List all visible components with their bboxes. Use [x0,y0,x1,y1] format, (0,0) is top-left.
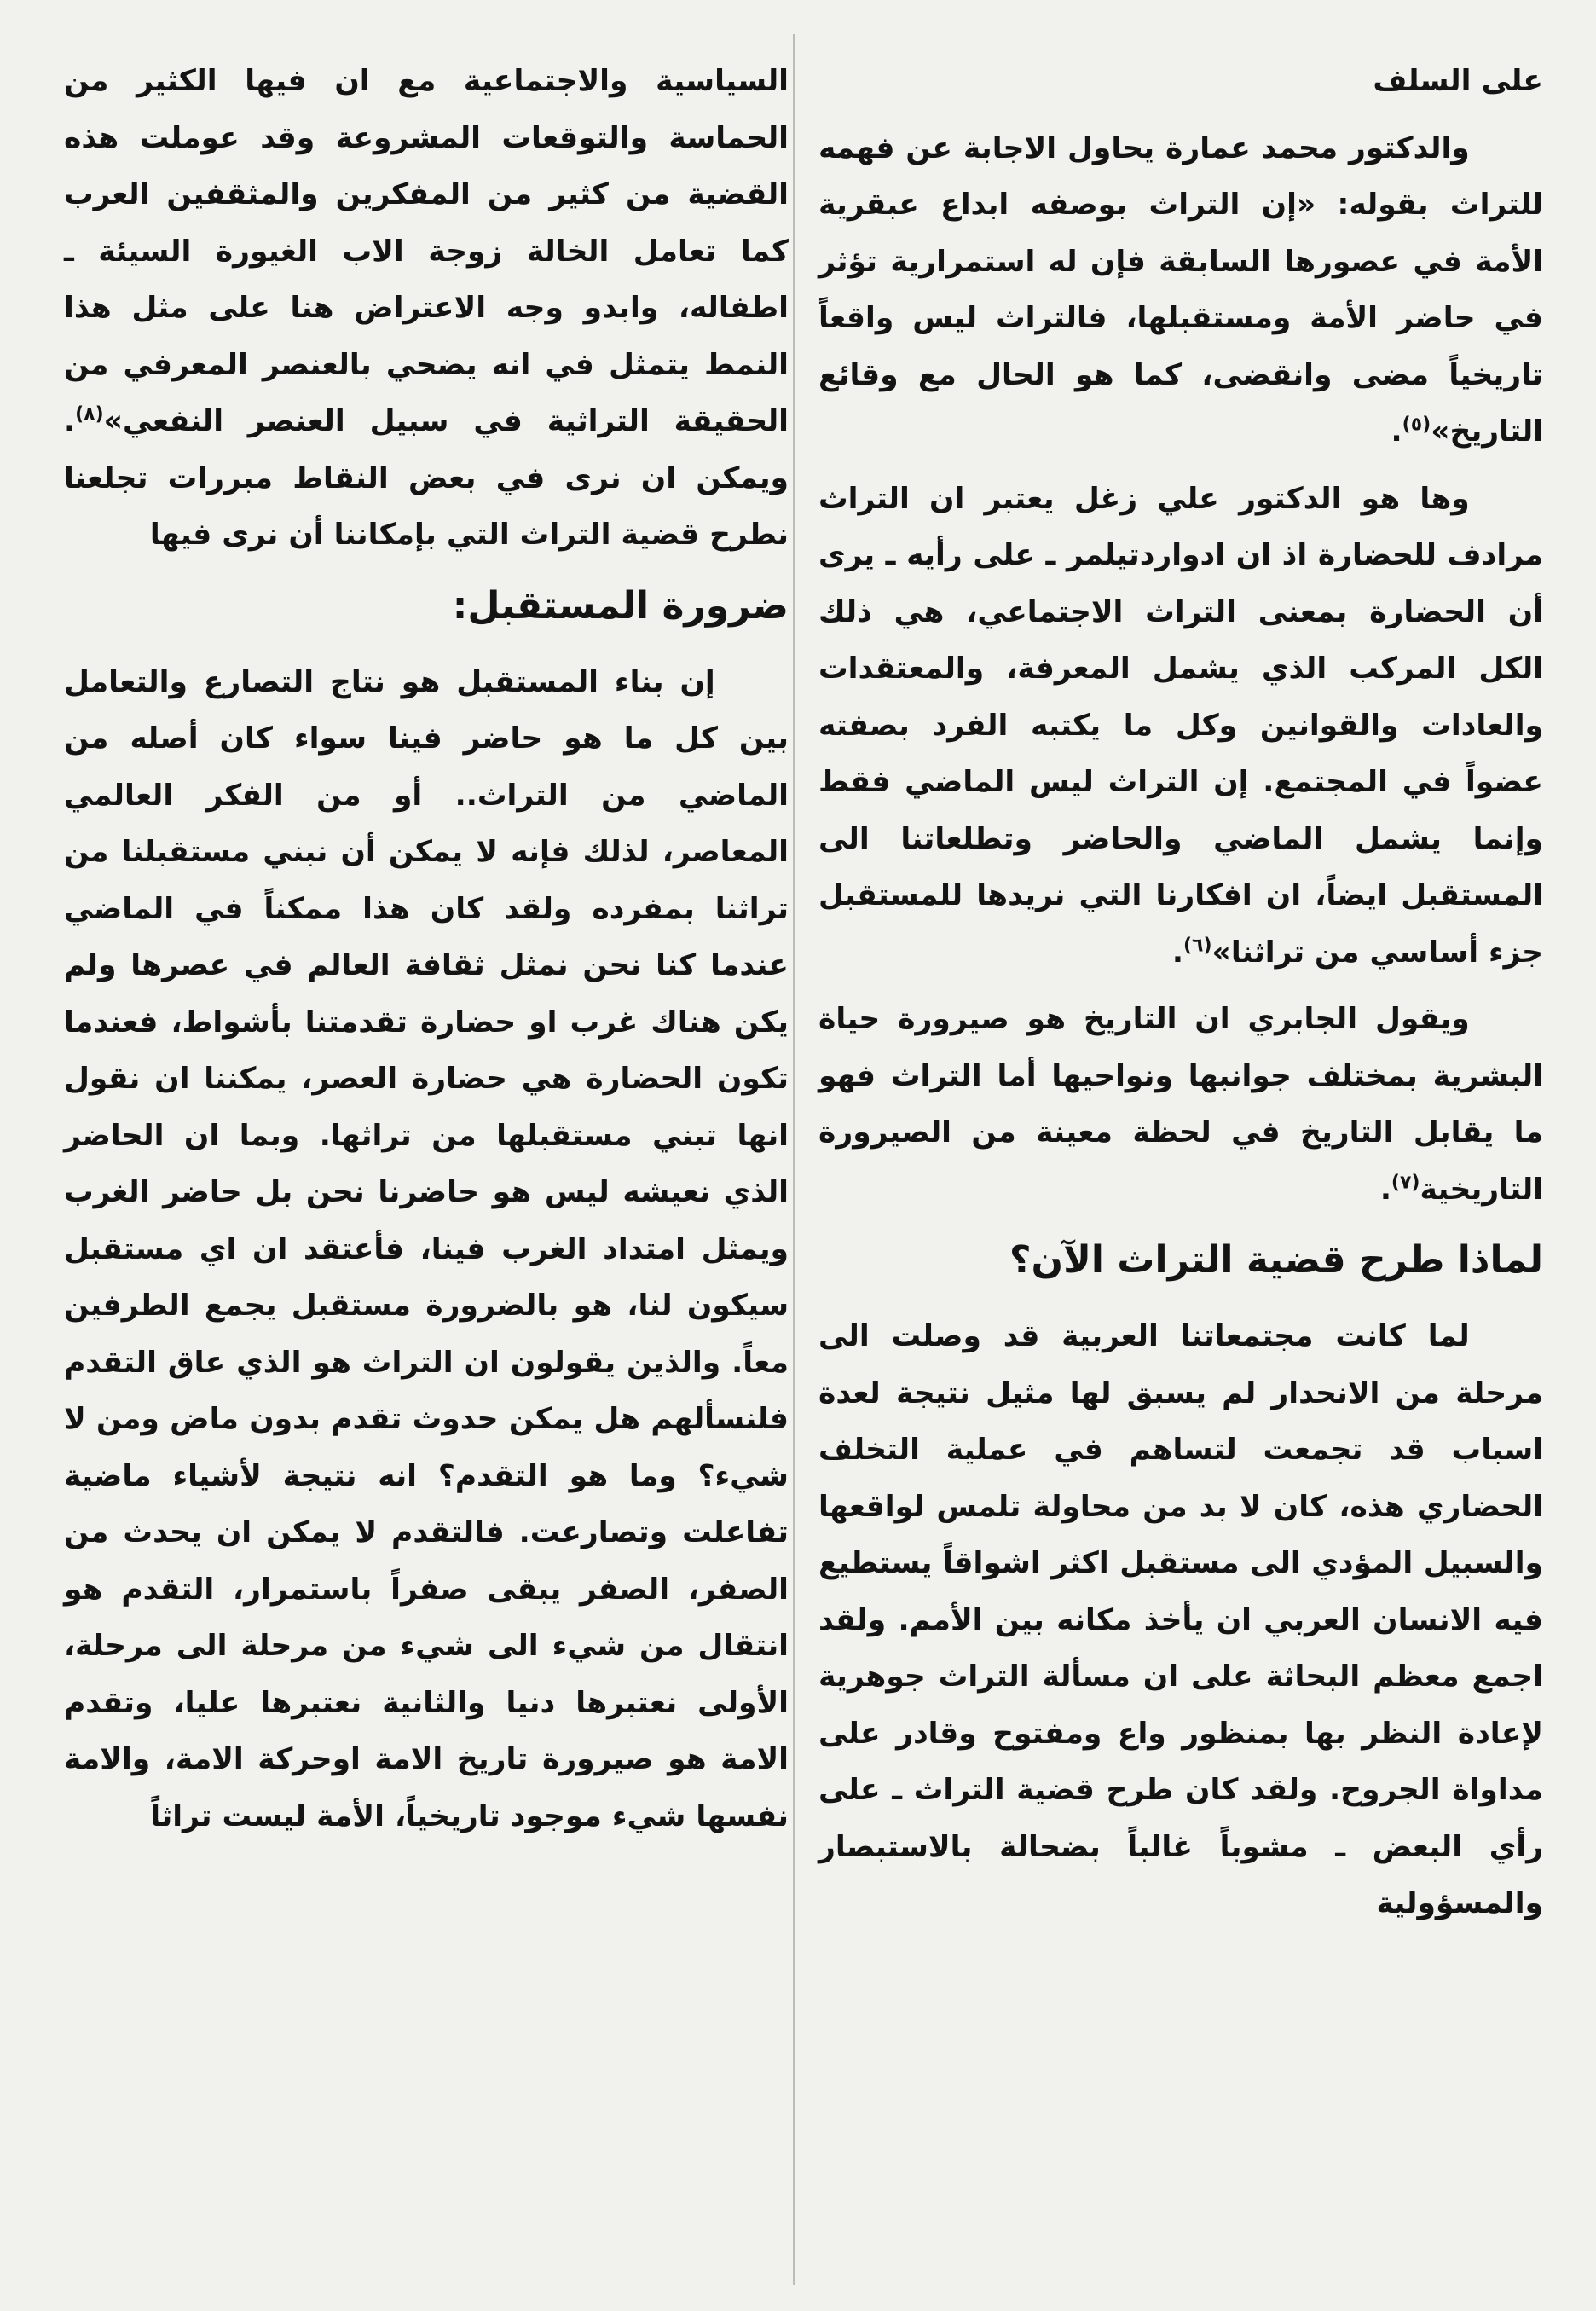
paragraph-jabiri: ويقول الجابري ان التاريخ هو صيرورة حياة البشرية بمختلف جوانبها ونواحيها أما التراث فهو ما يقابل التاريخ في لحظة معينة من الصيرورة التاريخية$^{(٧)}$. [818,1002,1543,1207]
paragraph-text: وها هو الدكتور علي زغل يعتبر ان التراث مرادف للحضارة اذ ان ادواردتيلمر ـ على رأيه ـ يرى أن الحضارة بمعنى التراث الاجتماعي، هي ذلك الكل المركب الذي يشمل المعرفة، والمعتقدات والعادات والقوانين وكل ما يكتبه الفرد بصفته عضواً في المجتمع. إن التراث ليس الماضي فقط وإنما يشمل الماضي والحاضر وتطلعاتنا الى المستقبل ايضاً، ان افكارنا التي نريدها للمستقبل جزء أساسي من تراثنا» [818,481,1543,970]
paragraph-continuation: على السلف [1373,64,1543,98]
footnote-marker: (٥) [1402,414,1431,436]
footnote-marker: (٧) [1391,1172,1420,1193]
left-column [64,53,789,1855]
paragraph-text: والدكتور محمد عمارة يحاول الاجابة عن فهمه للتراث بقوله: «إن التراث بوصفه ابداع عبقرية الأمة في عصورها السابقة فإن له استمرارية تؤثر في حاضر الأمة ومستقبلها، فالتراث ليس واقعاً تاريخياً مضى وانقضى، كما هو الحال مع وقائع التاريخ» [818,130,1543,449]
section-heading-future: ضرورة المستقبل: [452,583,789,628]
section-heading-why-now: لماذا طرح قضية التراث الآن؟ [1009,1238,1543,1282]
paragraph-zaghal: وها هو الدكتور علي زغل يعتبر ان التراث مرادف للحضارة اذ ان ادواردتيلمر ـ على رأيه ـ يرى أن الحضارة بمعنى التراث الاجتماعي، هي ذلك الكل المركب الذي يشمل المعرفة، والمعتقدات والعادات والقوانين وكل ما يكتبه الفرد بصفته عضواً في المجتمع. إن التراث ليس الماضي فقط وإنما يشمل الماضي والحاضر وتطلعاتنا الى المستقبل ايضاً، ان افكارنا التي نريدها للمستقبل جزء أساسي من تراثنا»$^{(٦)}$. [818,481,1543,970]
paragraph-text: السياسية والاجتماعية مع ان فيها الكثير من الحماسة والتوقعات المشروعة وقد عوملت هذه القضية من كثير من المفكرين والمثقفين العرب كما تعامل الخالة زوجة الاب الغيورة السيئة ـ اطفاله، وابدو وجه الاعتراض هنا على مثل هذا النمط يتمثل في انه يضحي بالعنصر المعرفي من الحقيقة التراثية في سبيل العنصر النفعي» [64,64,789,438]
right-column [818,53,1543,1943]
footnote-marker: (٨) [75,403,104,426]
paragraph-text-tail: . ويمكن ان نرى في بعض النقاط مبررات تجلعنا نطرح قضية التراث التي بإمكاننا أن نرى فيها [64,404,789,552]
paragraph-text: ويقول الجابري ان التاريخ هو صيرورة حياة البشرية بمختلف جوانبها ونواحيها أما التراث فهو ما يقابل التاريخ في لحظة معينة من الصيرورة التاريخية [818,1002,1543,1207]
column-divider [793,34,795,2285]
paragraph-continuation [64,53,789,564]
paragraph-future: إن بناء المستقبل هو نتاج التصارع والتعامل بين كل ما هو حاضر فينا سواء كان أصله من الماضي من التراث.. أو من الفكر العالمي المعاصر، لذلك فإنه لا يمكن أن نبني مستقبلنا من تراثنا بمفرده ولقد كان هذا ممكناً في الماضي عندما كنا نحن نمثل ثقافة العالم في عصرها ولم يكن هناك غرب او حضارة تقدمتنا بأشواط، فعندما تكون الحضارة هي حضارة العصر، يمكننا ان نقول انها تبني مستقبلها من تراثها. وبما ان الحاضر الذي نعيشه ليس هو حاضرنا نحن بل حاضر الغرب ويمثل امتداد الغرب فينا، فأعتقد ان اي مستقبل سيكون لنا، هو بالضرورة مستقبل يجمع الطرفين معاً. والذين يقولون ان التراث هو الذي عاق التقدم فلنسألهم هل يمكن حدوث تقدم بدون ماض ومن لا شيء؟ وما هو التقدم؟ انه نتيجة لأشياء ماضية تفاعلت وتصارعت. فالتقدم لا يمكن ان يحدث من الصفر، الصفر يبقى صفراً باستمرار، التقدم هو انتقال من شيء الى شيء من مرحلة الى مرحلة، الأولى نعتبرها دنيا والثانية نعتبرها عليا، وتقدم الامة هو صيرورة تاريخ الامة اوحركة الامة، والامة نفسها شيء موجود تاريخياً، الأمة ليست تراثاً [64,664,789,1833]
paragraph-imara: والدكتور محمد عمارة يحاول الاجابة عن فهمه للتراث بقوله: «إن التراث بوصفه ابداع عبقرية الأمة في عصورها السابقة فإن له استمرارية تؤثر في حاضر الأمة ومستقبلها، فالتراث ليس واقعاً تاريخياً مضى وانقضى، كما هو الحال مع وقائع التاريخ»$^{(٥)}$. [818,130,1543,449]
footnote-marker: (٦) [1183,935,1212,956]
paragraph-decline: لما كانت مجتمعاتنا العربية قد وصلت الى مرحلة من الانحدار لم يسبق لها مثيل نتيجة لعدة اسباب قد تجمعت لتساهم في عملية التخلف الحضاري هذه، كان لا بد من محاولة تلمس لواقعها والسبيل المؤدي الى مستقبل اكثر اشواقاً يستطيع فيه الانسان العربي ان يأخذ مكانه بين الأمم. ولقد اجمع معظم البحاثة على ان مسألة التراث جوهرية لإعادة النظر بها بمنظور واع ومفتوح وقادر على مداواة الجروح. ولقد كان طرح قضية التراث ـ على رأي البعض ـ مشوباً غالباً بضحالة بالاستبصار والمسؤولية [818,1319,1543,1920]
